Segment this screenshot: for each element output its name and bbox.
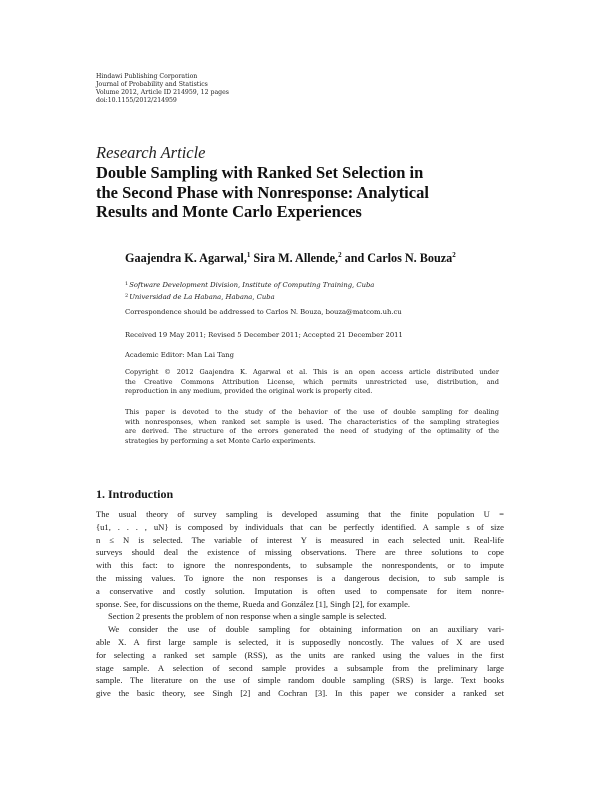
journal-header — [96, 73, 229, 105]
author-affil-mark: 2 — [452, 251, 456, 259]
author-affil-mark: 2 — [338, 251, 342, 259]
author-name: Sira M. Allende, — [250, 251, 339, 265]
body-line: for selecting a ranked set sample (RSS), as the units are ranked using the values in the first — [96, 649, 504, 660]
copyright-line: reproduction in any medium, provided the original work is properly cited. — [125, 387, 373, 396]
abstract — [125, 408, 499, 446]
affiliations — [125, 279, 374, 303]
copyright-line: Copyright © 2012 Gaajendra K. Agarwal et al. This is an open access article distributed under — [125, 368, 499, 376]
title-line: Double Sampling with Ranked Set Selection in — [96, 163, 424, 182]
affiliation-text: Universidad de La Habana, Habana, Cuba — [129, 293, 275, 301]
body-line: surveys should deal the existence of missing observations. There are three solutions to cope — [96, 547, 504, 558]
author-name: and Carlos N. Bouza — [341, 251, 453, 265]
body-line: with this fact: to ignore the nonrespondents, to subsample the nonrespondents, or to impute — [96, 560, 504, 571]
body-line: sample. The literature on the use of simple random double sampling (SRS) is large. Text books — [96, 675, 504, 686]
body-line: The usual theory of survey sampling is developed assuming that the finite population U = — [96, 509, 504, 519]
author-name: Gaajendra K. Agarwal, — [125, 251, 247, 265]
body-line: a conservative and costly solution. Imputation is often used to compensate for item nonre- — [96, 585, 504, 596]
title-line: the Second Phase with Nonresponse: Analytical — [96, 182, 429, 202]
body-line: n ≤ N is selected. The variable of interest Y is measured in each selected unit. Real-life — [96, 534, 504, 545]
body-line: give the basic theory, see Singh [2] and Cochran [3]. In this paper we consider a ranked set — [96, 688, 504, 699]
affiliation-number: 2 — [125, 293, 129, 299]
body-text — [96, 508, 504, 700]
body-line: We consider the use of double sampling for obtaining information on an auxiliary vari- — [108, 624, 504, 635]
affiliation — [125, 279, 374, 291]
body-line: stage sample. A selection of second sample provides a subsample from the preliminary large — [96, 662, 504, 673]
abstract-line: strategies by performing a set Monte Carlo experiments. — [125, 436, 316, 445]
academic-editor: Academic Editor: Man Lai Tang — [125, 351, 234, 359]
header-line: Volume 2012, Article ID 214959, 12 pages — [96, 88, 229, 96]
affiliation — [125, 291, 374, 303]
abstract-line: with nonresponses, when ranked set sample is used. The characteristics of the sampling strategies — [125, 417, 499, 426]
body-line: {u1, . . . , uN} is composed by individuals that can be perfectly identified. A sample s of size — [96, 521, 504, 532]
affiliation-text: Software Development Division, Institute of Computing Training, Cuba — [129, 281, 375, 289]
copyright-line: the Creative Commons Attribution License, which permits unrestricted use, distribution, and — [125, 377, 499, 386]
body-line: able X. A first large sample is selected, it is supposedly noncostly. The values of X are used — [96, 636, 504, 647]
abstract-line: This paper is devoted to the study of the behavior of the use of double sampling for dealing — [125, 408, 499, 416]
received-dates: Received 19 May 2011; Revised 5 December 2011; Accepted 21 December 2011 — [125, 331, 403, 339]
abstract-line: are derived. The structure of the errors generated the need of studying of the optimality of the — [125, 427, 499, 436]
affiliation-number: 1 — [125, 281, 129, 287]
article-type: Research Article — [96, 143, 206, 162]
author-list — [125, 251, 456, 266]
header-line: Hindawi Publishing Corporation — [96, 73, 198, 80]
paper-title — [96, 163, 516, 222]
header-line: doi:10.1155/2012/214959 — [96, 96, 177, 104]
author-affil-mark: 1 — [246, 251, 251, 259]
copyright-notice — [125, 368, 499, 397]
correspondence: Correspondence should be addressed to Carlos N. Bouza, bouza@matcom.uh.cu — [125, 308, 402, 316]
header-line: Journal of Probability and Statistics — [96, 80, 208, 88]
body-line: the missing values. To ignore the non responses is a dangerous decision, to sub sample is — [96, 572, 504, 583]
section-heading: 1. Introduction — [96, 487, 174, 501]
title-line: Results and Monte Carlo Experiences — [96, 202, 362, 221]
body-line: Section 2 presents the problem of non response when a single sample is selected. — [108, 611, 387, 622]
body-line: sponse. See, for discussions on the theme, Rueda and González [1], Singh [2], for example. — [96, 598, 411, 609]
